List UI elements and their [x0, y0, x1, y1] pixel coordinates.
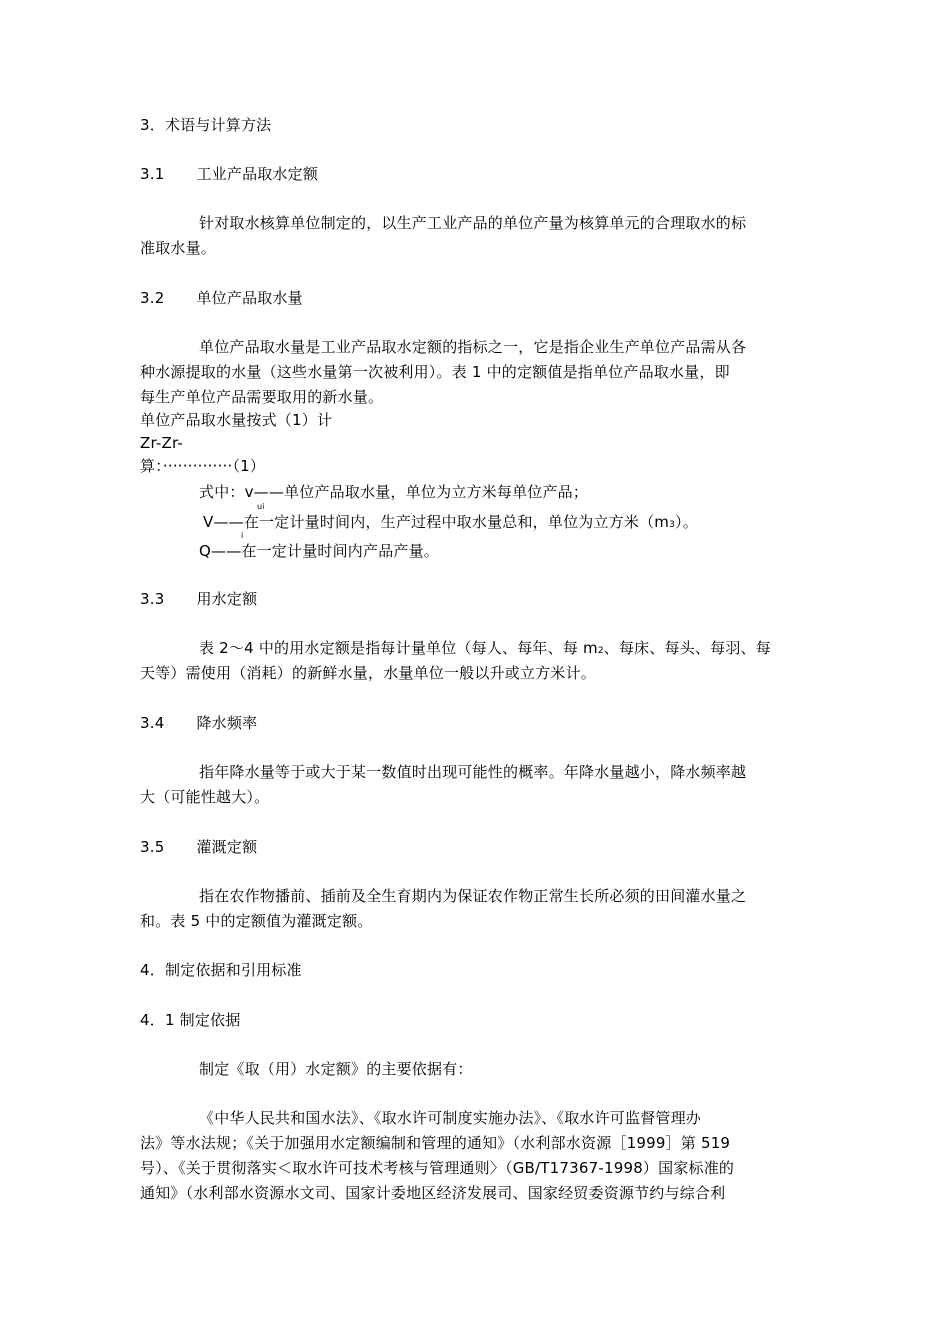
paragraph-line: 每生产单位产品需要取用的新水量。 — [140, 388, 384, 406]
section-number: 3.2 — [140, 289, 165, 307]
formula-q-definition: Q——在一定计量时间内产品产量。 — [199, 542, 440, 560]
section-number: 3.3 — [140, 590, 165, 608]
formula-where-line: 式中：v——单位产品取水量，单位为立方米每单位产品； — [199, 483, 589, 501]
section-heading-3-1 — [140, 164, 318, 184]
section-title: 降水频率 — [196, 714, 258, 732]
section-heading-3-4 — [140, 713, 257, 733]
section-number: 3.1 — [140, 165, 165, 183]
section-heading-3-3 — [140, 589, 257, 609]
paragraph-line: 表 2～4 中的用水定额是指每计量单位（每人、每年、每 m2、每床、每头、每羽、每 — [199, 639, 771, 657]
section-heading-4-1: 4．1 制定依据 — [140, 1011, 241, 1029]
section-heading-3-2 — [140, 288, 303, 308]
section-title: 用水定额 — [196, 590, 258, 608]
paragraph-line: 指在农作物播前、插前及全生育期内为保证农作物正常生长所必须的田间灌水量之 — [199, 887, 747, 905]
paragraph-line: 针对取水核算单位制定的，以生产工业产品的单位产量为核算单元的合理取水的标 — [199, 214, 747, 232]
paragraph-line: 号）、《关于贯彻落实＜取水许可技术考核与管理通则〉（GB/T17367-1998）国家标准的 — [140, 1159, 735, 1177]
paragraph-line: 制定《取（用）水定额》的主要依据有： — [199, 1060, 473, 1078]
formula-calc: 算：··············（1） — [140, 457, 266, 475]
section-title: 单位产品取水量 — [196, 289, 303, 307]
paragraph-line: 单位产品取水量是工业产品取水定额的指标之一，它是指企业生产单位产品需从各 — [199, 338, 747, 356]
section-heading-3-5 — [140, 837, 257, 857]
paragraph-line: 准取水量。 — [140, 239, 217, 257]
section-heading-4: 4．制定依据和引用标准 — [140, 961, 302, 979]
formula-intro: 单位产品取水量按式（1）计 — [140, 411, 333, 429]
subscript-ui: ui — [257, 502, 265, 511]
paragraph-line: 天等）需使用（消耗）的新鲜水量，水量单位一般以升或立方米计。 — [140, 664, 597, 682]
section-number: 3.4 — [140, 714, 165, 732]
unit-subscript: 2 — [597, 646, 604, 656]
paragraph-line: 通知》（水利部水资源水文司、国家计委地区经济发展司、国家经贸委资源节约与综合利 — [140, 1184, 726, 1202]
section-heading-3: 3．术语与计算方法 — [140, 116, 272, 134]
subscript-i: i — [241, 531, 244, 540]
unit-superscript: 3 — [669, 520, 676, 530]
paragraph-line: 大（可能性越大）。 — [140, 788, 270, 806]
paragraph-line: 指年降水量等于或大于某一数值时出现可能性的概率。年降水量越小，降水频率越 — [199, 763, 747, 781]
paragraph-line: 和。表 5 中的定额值为灌溉定额。 — [140, 912, 373, 930]
section-number: 3.5 — [140, 838, 165, 856]
section-title: 灌溉定额 — [196, 838, 258, 856]
formula-expression: Zr-Zr- — [140, 434, 183, 452]
formula-v-definition: V——在一定计量时间内，生产过程中取水量总和，单位为立方米（m3）。 — [203, 513, 698, 531]
paragraph-line: 种水源提取的水量（这些水量第一次被利用）。表 1 中的定额值是指单位产品取水量，即 — [140, 363, 730, 381]
paragraph-line: 《中华人民共和国水法》、《取水许可制度实施办法》、《取水许可监督管理办 — [199, 1109, 702, 1127]
paragraph-line: 法》等水法规；《关于加强用水定额编制和管理的通知》（水利部水资源［1999］第 519 — [140, 1134, 731, 1152]
section-title: 工业产品取水定额 — [196, 165, 319, 183]
